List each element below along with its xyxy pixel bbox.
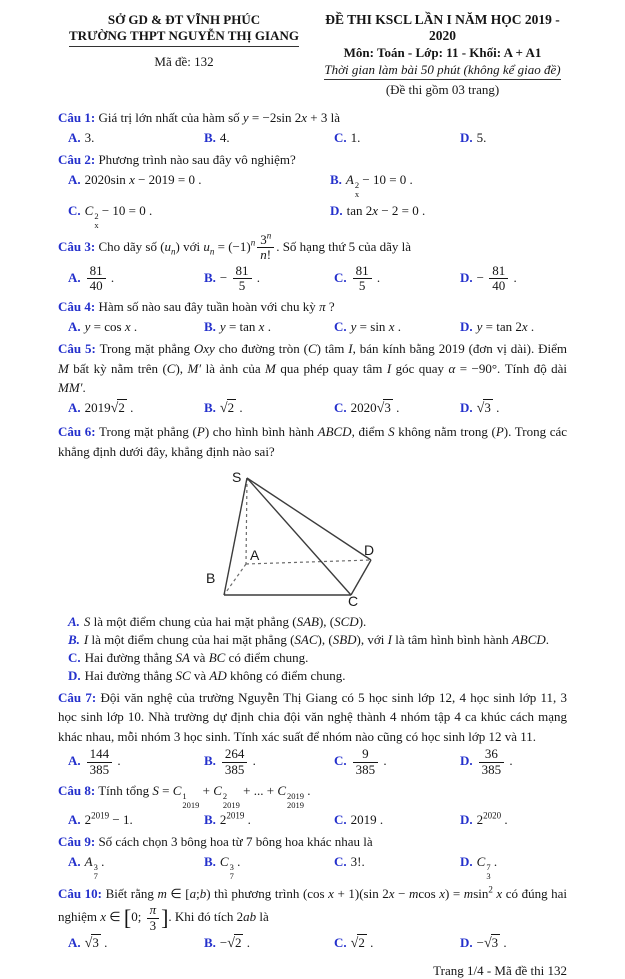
option-letter: B. [204,269,216,285]
option-letter: D. [460,753,473,769]
answer-options [58,811,567,830]
school-block [58,12,310,98]
option-b: B. $\frac{264}{385}$ . [204,746,256,777]
vertex-label-d: D [364,542,375,559]
option-a: A. 3. [68,129,95,145]
question-number: Câu 8: [58,782,96,798]
option-c: C. 2020√3 . [334,399,400,416]
option-b: B. 4. [204,129,230,145]
option-letter: B. [330,171,342,187]
question-stem: Câu 3: Cho dãy số $(u_n)$ với $u_n = (-1)^n$ $\frac{3^n}{n!}$ . Số hạng thứ 5 của dãy là [58,230,412,263]
option-letter: D. [460,399,473,415]
option-c: C. y = sin x . [334,318,401,334]
option-d: D. Hai đường thẳng SC và AD không có điểm chung. [68,667,346,683]
option-c: C. $\frac{9}{385}$ . [334,746,387,777]
option-letter: A. [68,318,81,334]
vertex-label-b: B [206,570,216,587]
edge-SB [224,478,247,595]
option-letter: C. [68,650,81,666]
option-d: D. $\frac{36}{385}$ . [460,746,513,777]
option-letter: D. [460,269,473,285]
exam-info-block [310,12,567,98]
option-letter: B. [204,853,216,869]
answer-options [58,747,567,777]
option-d: D. tan 2x − 2 = 0 . [330,202,426,218]
option-c: C. 1. [334,129,361,145]
answer-options [58,264,567,294]
option-letter: A. [68,269,81,285]
question-1 [58,108,567,147]
answer-options [58,399,567,419]
answer-options [58,171,567,230]
option-letter: C. [334,811,347,827]
pyramid-svg [194,465,399,607]
option-d: D. C 7 3 . [460,853,498,881]
question-stem: Câu 8: Tính tổng S = C 1 2019 + C 2 2019 + ... + C 2019 2019 . [58,782,311,810]
option-b: B. y = tan x . [204,318,271,334]
option-letter: D. [460,853,473,869]
option-letter: B. [204,753,216,769]
option-a: A. $2^{2019} - 1$. [68,810,133,827]
vertex-label-a: A [250,547,260,564]
option-b: B. $2^{2019}$ . [204,810,251,827]
option-a: A. $\frac{81}{40}$ . [68,262,115,294]
question-number: Câu 1: [58,110,96,125]
option-c: C. $\frac{81}{5}$ . [334,262,381,294]
question-stem: Câu 1: Giá trị lớn nhất của hàm số y = −2sin 2x + 3 là [58,110,340,125]
question-stem: Câu 4: Hàm số nào sau đây tuần hoàn với chu kỳ π ? [58,299,335,315]
option-letter: A. [68,853,81,869]
option-a: A. y = cos x . [68,318,138,334]
option-d: D. √3 . [460,399,500,416]
exam-subject: Môn: Toán - Lớp: 11 - Khối: A + A1 [343,45,542,60]
option-c: C. 2019 . [334,811,384,827]
option-letter: A. [68,399,81,415]
option-c: C. Hai đường thẳng SA và BC có điểm chung. [68,650,309,666]
edge-AD [246,560,371,564]
option-a: A. S là một điểm chung của hai mặt phẳng (SAB), (SCD). [68,614,367,630]
question-8 [58,781,567,830]
question-stem: Câu 10: Biết rằng m ∈ [a;b) thì phương trình (cos x + 1)(sin 2x − mcos x) = msin$^2$ x có đúng hai nghiệm x ∈ [0; $\frac{\pi}{3}$ ]. Khi đó tích 2ab là [58,884,568,933]
question-10 [58,884,567,955]
question-number: Câu 3: [58,238,96,254]
option-letter: C. [334,318,347,334]
page-footer: Trang 1/4 - Mã đề thi 132 [433,962,567,978]
question-stem: Câu 2: Phương trình nào sau đây vô nghiệm? [58,152,296,168]
option-letter: C. [68,202,81,218]
question-stem: Câu 5: Trong mặt phẳng Oxy cho đường tròn (C) tâm I, bán kính bằng 2019 (đơn vị dài). Điểm M bất kỳ nằm trên (C), M′ là ảnh của M qua phép quay tâm I góc quay α = −90°. Tính độ dài MM′. [58,341,568,396]
option-letter: B. [204,399,216,415]
option-a: A. $\frac{144}{385}$ . [68,746,121,777]
question-7 [58,688,567,778]
option-d: D. −√3 . [460,935,507,952]
department-name: SỞ GD & ĐT VĨNH PHÚC [107,12,261,27]
option-letter: C. [334,399,347,415]
exam-code: Mã đề: 132 [154,54,214,69]
question-stem: Câu 7: Đội văn nghệ của trường Nguyễn Thị Giang có 5 học sinh lớp 12, 4 học sinh lớp 11, 3 học sinh lớp 10. Nhà trường dự định chia đội văn nghệ thành 4 nhóm tập 4 ca khúc cách mạng khác nhau, mỗi nhóm 3 học sinh. Tính xác suất để nhóm nào cũng có học sinh lớp 12 và 11. [58,689,567,744]
option-b: B. −√2 . [204,935,250,952]
question-5 [58,339,567,419]
questions [58,108,567,955]
option-d: D. y = tan 2x . [460,318,535,334]
option-letter: D. [460,811,473,827]
option-b: B. I là một điểm chung của hai mặt phẳng (SAC), (SBD), với I là tâm hình bình hành ABCD. [68,632,550,648]
option-c: C. √2 . [334,935,374,952]
option-b: B. C 3 7 . [204,853,241,881]
option-letter: A. [68,935,81,951]
option-c: C. C 2 x − 10 = 0 . [68,202,153,230]
vertex-label-c: C [348,593,359,608]
option-letter: B. [204,318,216,334]
question-6 [58,422,567,685]
exam-pages-note: (Đề thi gồm 03 trang) [385,82,500,97]
exam-title: ĐỀ THI KSCL LẦN I NĂM HỌC 2019 - 2020 [325,12,560,43]
option-letter: D. [330,202,343,218]
answer-options [58,934,567,954]
option-letter: B. [68,632,80,648]
option-a: A. A 3 7 . [68,853,105,881]
question-3 [58,230,567,294]
option-letter: C. [334,269,347,285]
option-letter: C. [334,753,347,769]
option-letter: A. [68,753,81,769]
option-b: B. A 2 x − 10 = 0 . [330,171,413,199]
question-number: Câu 4: [58,299,96,315]
option-letter: D. [460,129,473,145]
option-letter: A. [68,129,81,145]
question-number: Câu 5: [58,341,96,357]
question-number: Câu 2: [58,152,96,168]
option-letter: A. [68,171,81,187]
question-4 [58,297,567,336]
option-a: A. 2020sin x − 2019 = 0 . [68,171,202,187]
option-letter: D. [68,667,81,683]
question-number: Câu 9: [58,834,96,850]
answer-options [58,318,567,337]
question-stem: Câu 6: Trong mặt phẳng (P) cho hình bình hành ABCD, điểm S không nằm trong (P). Trong các khẳng định dưới đây, khẳng định nào sai? [58,424,568,459]
question-number: Câu 10: [58,885,102,901]
option-letter: A. [68,614,80,630]
option-letter: D. [460,318,473,334]
question-number: Câu 6: [58,424,96,440]
option-letter: B. [204,935,216,951]
vertex-label-s: S [232,469,242,486]
option-a: A. √3 . [68,935,108,952]
question-stem: Câu 9: Số cách chọn 3 bông hoa từ 7 bông hoa khác nhau là [58,834,373,850]
edge-SA [246,478,247,564]
edge-CD [351,560,371,595]
option-d: D. $2^{2020}$ . [460,810,508,827]
option-b: B. √2 . [204,399,243,416]
question-2 [58,150,567,230]
option-c: C. 3!. [334,853,365,869]
question-9 [58,832,567,881]
option-letter: D. [460,935,473,951]
option-b: B. − $\frac{81}{5}$ . [204,262,261,294]
answer-options [58,613,567,685]
exam-header [58,12,567,98]
answer-options [58,129,567,148]
option-letter: A. [68,811,81,827]
option-letter: B. [204,129,216,145]
exam-duration: Thời gian làm bài 50 phút (không kể giao đề) [318,62,567,80]
answer-options [58,853,567,881]
school-name: TRƯỜNG THPT NGUYỄN THỊ GIANG [58,28,310,47]
question-number: Câu 7: [58,689,97,705]
option-letter: C. [334,935,347,951]
option-letter: C. [334,129,347,145]
option-d: D. − $\frac{81}{40}$ . [460,262,517,294]
pyramid-figure [194,465,567,611]
option-a: A. 2019√2 . [68,399,134,416]
option-letter: C. [334,853,347,869]
option-letter: B. [204,811,216,827]
option-d: D. 5. [460,129,487,145]
